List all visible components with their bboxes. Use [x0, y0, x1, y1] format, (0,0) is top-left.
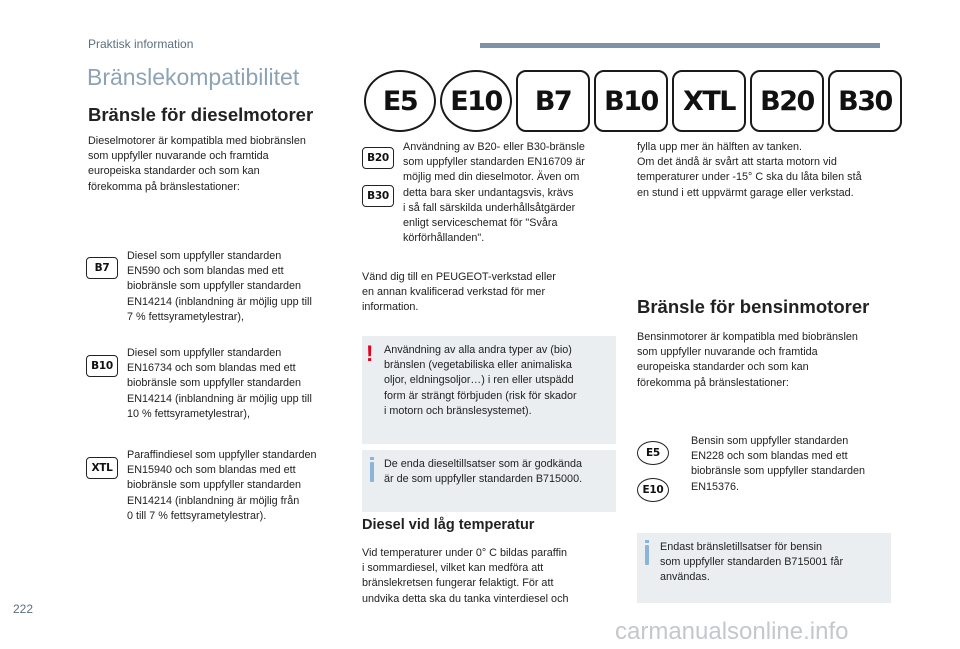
section-label: Praktisk information [88, 37, 194, 51]
warning-box [362, 336, 616, 444]
fuel-badge-row [364, 70, 902, 132]
petrol-additive-note [637, 533, 891, 603]
page-number: 222 [13, 602, 34, 616]
page-title: Bränslekompatibilitet [87, 64, 300, 90]
fuel-badge-b10: B10 [594, 70, 668, 132]
petrol-badge-e5: E5 [637, 441, 669, 465]
low-temp-text: Vid temperaturer under 0° C bildas paraffin i sommardiesel, vilket kan medföra att bränslekretsen fungerar felaktigt. För att undvika detta ska du tanka vinterdiesel och [362, 547, 569, 605]
fuel-badge-e5: E5 [364, 70, 436, 132]
info-icon [370, 462, 374, 482]
diesel-item-xtl: Paraffindiesel som uppfyller standarden EN15940 och som blandas med ett biobränsle som uppfyller standarden EN14214 (inblandning är möjlig från 0 till 7 % fettsyrametylestrar). [127, 449, 317, 522]
middle-badge-b30: B30 [362, 185, 394, 207]
watermark: carmanualsonline.info [615, 618, 849, 645]
diesel-heading: Bränsle för dieselmotorer [88, 104, 314, 125]
petrol-intro: Bensinmotorer är kompatibla med biobränslen som uppfyller nuvarande och framtida europeiska standarder och som kan förekomma på bränslestationer: [637, 331, 858, 389]
diesel-item-b10: Diesel som uppfyller standarden EN16734 och som blandas med ett biobränsle som uppfyller standarden EN14214 (inblandning är möjlig upp till 10 % fettsyrametylestrar), [127, 347, 312, 420]
contact-workshop-text: Vänd dig till en PEUGEOT-verkstad eller en annan kvalificerad verkstad för mer information. [362, 271, 556, 314]
petrol-badge-e10: E10 [637, 478, 669, 502]
fuel-badge-e10: E10 [440, 70, 512, 132]
diesel-badge-xtl: XTL [86, 457, 118, 479]
b20-b30-text: Användning av B20- eller B30-bränsle som uppfyller standarden EN16709 är möjlig med din dieselmotor. Även om detta bara sker undantagsvis, krävs i så fall särskilda underhållsåtgärder enligt serviceschemat för "Svåra körförhållanden". [403, 141, 585, 245]
low-temp-continued: fylla upp mer än hälften av tanken. Om det ändå är svårt att starta motorn vid temperaturer under -15° C ska du låta bilen stå en stund i ett uppvärmt garage eller verkstad. [637, 141, 862, 199]
warning-icon: ! [366, 341, 374, 366]
low-temp-heading: Diesel vid låg temperatur [362, 517, 535, 533]
diesel-badge-b7: B7 [86, 257, 118, 279]
petrol-item: Bensin som uppfyller standarden EN228 och som blandas med ett biobränsle som uppfyller standarden EN15376. [691, 435, 866, 493]
diesel-additive-note [362, 450, 616, 512]
diesel-additive-text: De enda dieseltillsatser som är godkända är de som uppfyller standarden B715000. [384, 458, 583, 486]
fuel-badge-b30: B30 [828, 70, 902, 132]
info-icon [645, 545, 649, 565]
header-rule [480, 43, 880, 48]
diesel-badge-b10: B10 [86, 355, 118, 377]
fuel-badge-xtl: XTL [672, 70, 746, 132]
petrol-heading: Bränsle för bensinmotorer [637, 296, 870, 317]
warning-text: Användning av alla andra typer av (bio) bränslen (vegetabiliska eller animaliska oljor, eldningsoljor…) i ren eller utspädd form är strängt förbjuden (risk för skador i motorn och bränslesystemet). [384, 344, 577, 417]
petrol-additive-text: Endast bränsletillsatser för bensin som uppfyller standarden B715001 får användas. [660, 541, 844, 584]
fuel-badge-b7: B7 [516, 70, 590, 132]
middle-badge-b20: B20 [362, 147, 394, 169]
diesel-intro: Dieselmotorer är kompatibla med biobränslen som uppfyller nuvarande och framtida europeiska standarder och som kan förekomma på bränslestationer: [88, 135, 306, 193]
fuel-badge-b20: B20 [750, 70, 824, 132]
diesel-item-b7: Diesel som uppfyller standarden EN590 och som blandas med ett biobränsle som uppfyller standarden EN14214 (inblandning är möjlig upp till 7 % fettsyrametylestrar), [127, 250, 312, 323]
